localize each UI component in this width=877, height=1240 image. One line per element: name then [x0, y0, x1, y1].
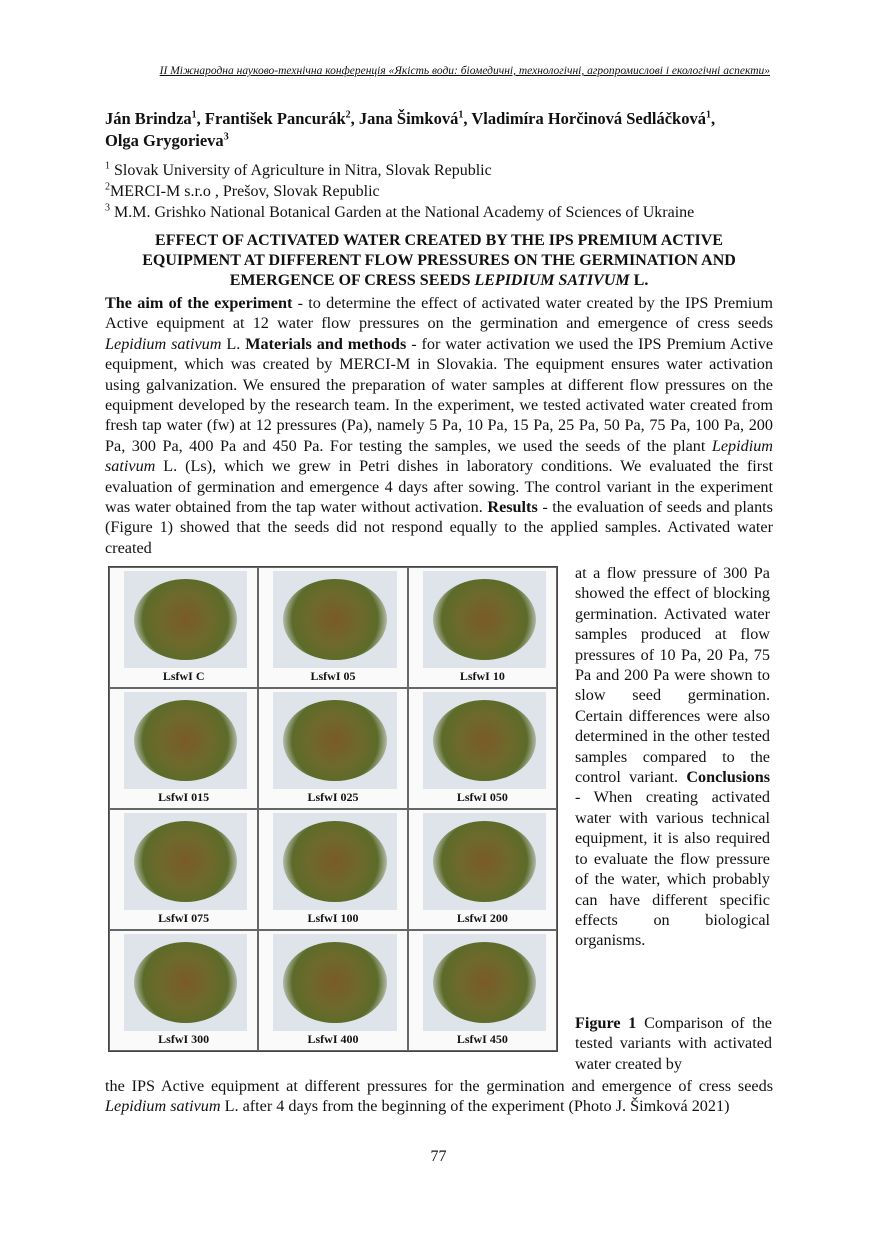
panel-label: LsfwI 025 [307, 790, 359, 804]
figure-panel [258, 688, 407, 809]
panel-label: LsfwI 10 [459, 669, 505, 683]
affiliations [105, 160, 775, 223]
figure-panel [408, 688, 557, 809]
petri-dish [433, 821, 537, 902]
affiliation: $^2$MERCI-M s.r.o , Prešov, Slovak Republic [105, 181, 380, 200]
petri-dish-photo [423, 692, 546, 789]
conference-header: II Міжнародна науково-технічна конференція «Якість води: біомедичні, технологічні, агропромислові і екологічні аспекти» [159, 65, 770, 77]
affiliation: $^3$ M.M. Grishko National Botanical Garden at the National Academy of Sciences of Ukraine [105, 202, 695, 221]
petri-dish [134, 700, 238, 781]
author-name: Ján Brindza [105, 109, 192, 128]
figure-panel [109, 809, 258, 930]
affiliation: $^1$ Slovak University of Agriculture in Nitra, Slovak Republic [105, 160, 492, 179]
author-name: Vladimíra Horčinová Sedláčková [471, 109, 706, 128]
panel-label: LsfwI 200 [456, 911, 508, 925]
author-name: Jana Šimková [358, 109, 459, 128]
figure-panel [258, 930, 407, 1051]
figure-caption: Figure 1 Comparison of the tested variants with activated water created by [575, 1014, 772, 1073]
side-column-text: at a flow pressure of 300 Pa showed the effect of blocking germination. Activated water samples produced at flow pressures of 10 Pa, 20 Pa, 75 Pa and 200 Pa were shown to slow seed germination. Certain differences were also determined in the other tested samples compared to the control variant. Conclusions - When creating activated water with various technical equipment, it is also required to evaluate the flow pressure of the water, which probably can have different specific effects on biological organisms. [575, 564, 770, 950]
petri-dish [433, 942, 537, 1023]
petri-dish-photo [273, 934, 396, 1031]
petri-dish [283, 579, 387, 660]
panel-label: LsfwI 015 [158, 790, 210, 804]
panel-label: LsfwI 075 [158, 911, 210, 925]
figure-panel [408, 930, 557, 1051]
panel-label: LsfwI 450 [456, 1032, 508, 1046]
figure-panel [109, 688, 258, 809]
panel-label: LsfwI 050 [456, 790, 508, 804]
abstract-body: The aim of the experiment - to determine the effect of activated water created by the IPS Premium Active equipment at 12 water flow pressures on the germination and emergence of cress seeds Lepidium sativum L. Materials and methods - for water activation we used the IPS Premium Active equipment, which was created by MERCI-M in Slovakia. The equipment ensures water activation using galvanization. We ensured the preparation of water samples at different flow pressures on the equipment developed by the research team. In the experiment, we tested activated water created from fresh tap water (fw) at 12 pressures (Pa), namely 5 Pa, 10 Pa, 15 Pa, 25 Pa, 50 Pa, 75 Pa, 100 Pa, 200 Pa, 300 Pa, 400 Pa and 450 Pa. For testing the samples, we used the seeds of the plant Lepidium sativum L. (Ls), which we grew in Petri dishes in laboratory conditions. We evaluated the first evaluation of germination and emergence 4 days after sowing. The control variant in the experiment was water obtained from the tap water without activation. Results - the evaluation of seeds and plants (Figure 1) showed that the seeds did not respond equally to the applied samples. Activated water created [105, 294, 774, 557]
petri-dish [134, 579, 238, 660]
paper-title: EFFECT OF ACTIVATED WATER CREATED BY THE IPS PREMIUM ACTIVE EQUIPMENT AT DIFFERENT FLOW PRESSURES ON THE GERMINATION AND EMERGENCE OF CRESS SEEDS LEPIDIUM SATIVUM L. [142, 232, 736, 289]
petri-dish [433, 700, 537, 781]
figure-panel [109, 567, 258, 688]
figure-panel [408, 809, 557, 930]
conclusions-label: Conclusions [686, 768, 770, 787]
figure-panel [109, 930, 258, 1051]
page-number: 77 [430, 1148, 447, 1165]
petri-dish-photo [423, 813, 546, 910]
petri-dish [283, 942, 387, 1023]
methods-label: Materials and methods [245, 334, 407, 353]
petri-dish [134, 942, 238, 1023]
author-list: Ján Brindza$^1$, František Pancurák$^2$, Jana Šimková$^1$, Vladimíra Horčinová Sedláčková$^1$, Olga Grygorieva$^3$ [105, 109, 716, 150]
author-name: Olga Grygorieva [105, 131, 224, 150]
petri-dish-photo [273, 692, 396, 789]
petri-dish-photo [124, 692, 247, 789]
petri-dish-photo [273, 813, 396, 910]
petri-dish [283, 821, 387, 902]
figure-panel [258, 567, 407, 688]
aim-label: The aim of the experiment [105, 294, 293, 312]
figure-panel [258, 809, 407, 930]
author-name: František Pancurák [204, 109, 346, 128]
panel-label: LsfwI 300 [158, 1032, 210, 1046]
petri-dish [433, 579, 537, 660]
petri-dish-photo [423, 571, 546, 668]
panel-label: LsfwI C [162, 669, 205, 683]
panel-label: LsfwI 400 [307, 1032, 359, 1046]
figure-panel [408, 567, 557, 688]
panel-label: LsfwI 05 [310, 669, 356, 683]
petri-dish-photo [273, 571, 396, 668]
petri-dish [134, 821, 238, 902]
panel-label: LsfwI 100 [307, 911, 359, 925]
petri-dish-photo [423, 934, 546, 1031]
figure-caption-continued: the IPS Active equipment at different pressures for the germination and emergence of cress seeds Lepidium sativum L. after 4 days from the beginning of the experiment (Photo J. Šimková 2021) [105, 1077, 773, 1116]
petri-dish-photo [124, 813, 247, 910]
petri-dish [283, 700, 387, 781]
petri-dish-photo [124, 571, 247, 668]
results-label: Results [487, 498, 538, 517]
petri-dish-photo [124, 934, 247, 1031]
figure-1-photo-grid [108, 566, 558, 1052]
